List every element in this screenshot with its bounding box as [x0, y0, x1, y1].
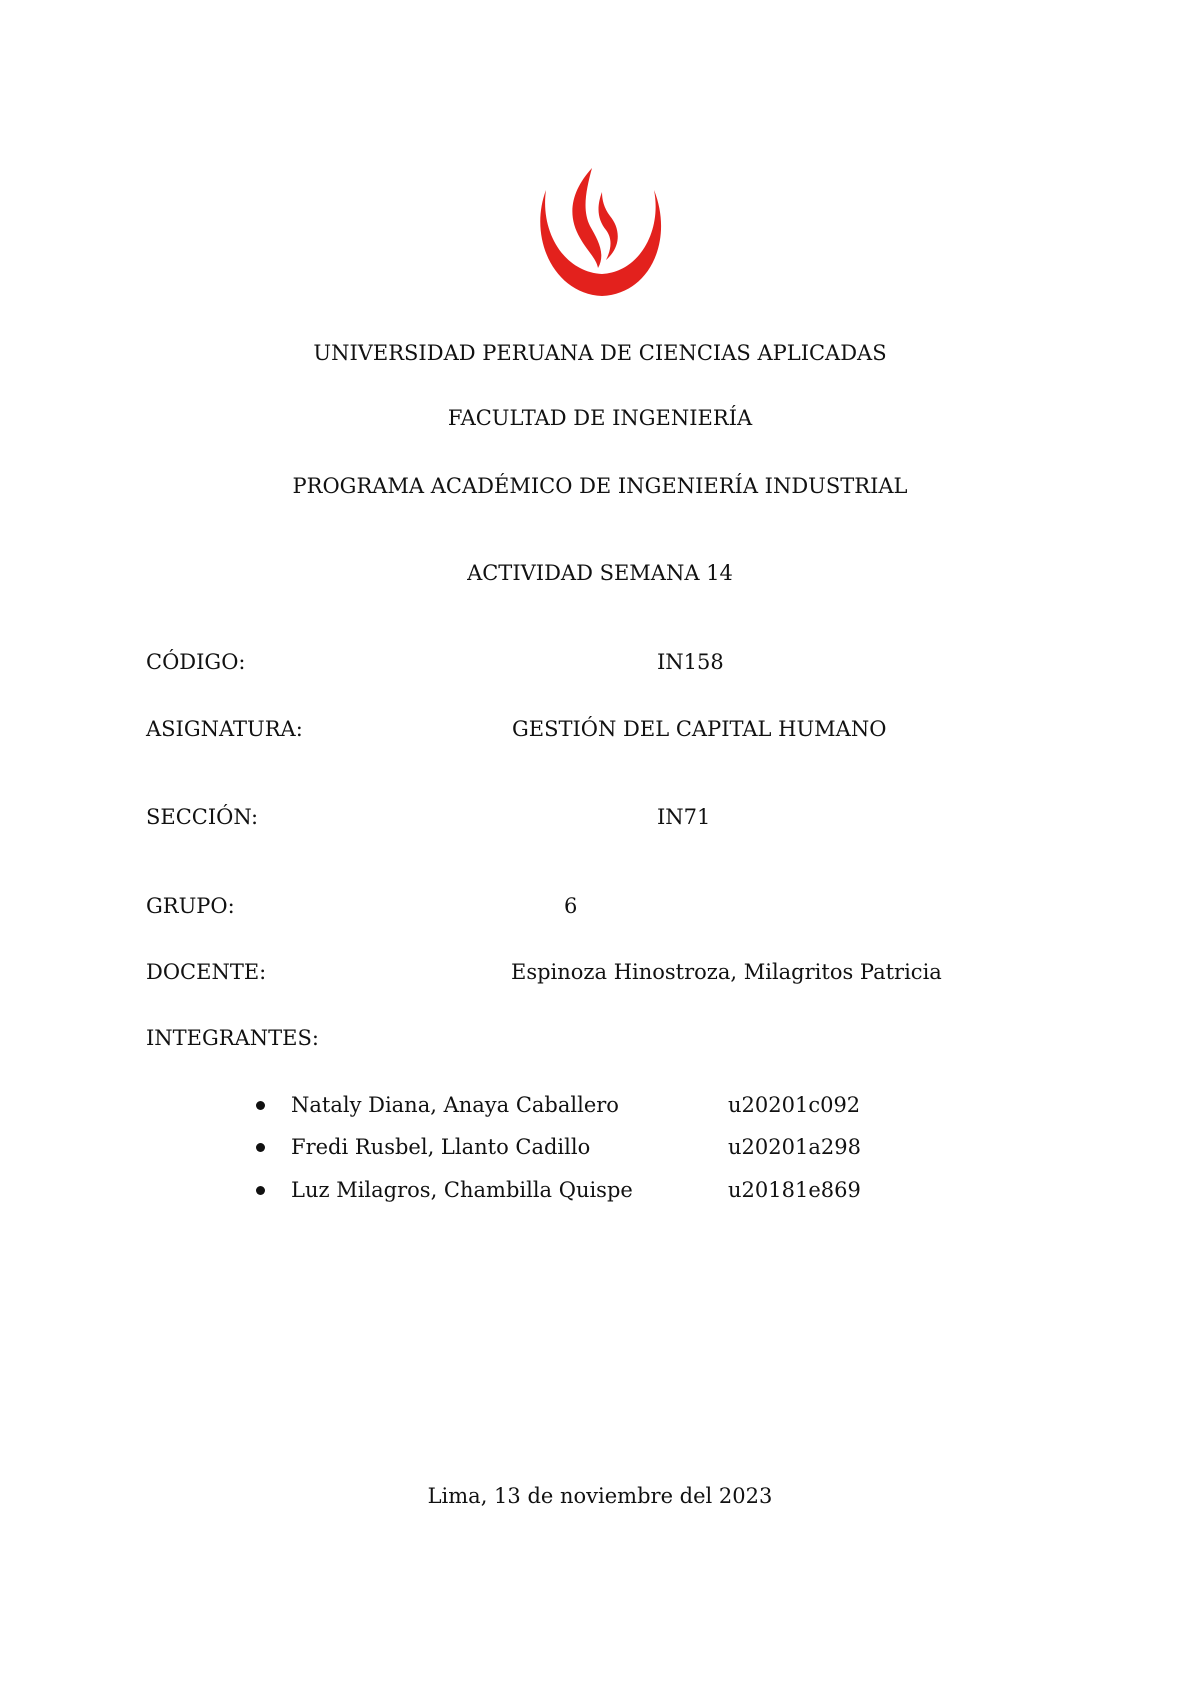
- bullet-icon: [256, 1101, 265, 1110]
- member-code: u20201a298: [728, 1135, 861, 1159]
- seccion-label: SECCIÓN:: [146, 805, 259, 829]
- activity-title: ACTIVIDAD SEMANA 14: [467, 561, 733, 585]
- bullet-icon: [256, 1186, 265, 1195]
- list-item: [256, 1176, 956, 1204]
- member-name: Luz Milagros, Chambilla Quispe: [291, 1178, 633, 1202]
- list-item: [256, 1091, 956, 1119]
- docente-label: DOCENTE:: [146, 960, 267, 984]
- member-name: Nataly Diana, Anaya Caballero: [291, 1093, 619, 1117]
- docente-value: Espinoza Hinostroza, Milagritos Patricia: [511, 960, 942, 984]
- integrantes-label: INTEGRANTES:: [146, 1026, 319, 1050]
- logo-flame-tongue: [599, 192, 618, 260]
- logo-flame: [572, 168, 601, 268]
- member-code: u20201c092: [728, 1093, 861, 1117]
- grupo-value: 6: [564, 894, 578, 918]
- faculty-name: FACULTAD DE INGENIERÍA: [447, 406, 753, 430]
- upc-flame-logo-icon: [536, 168, 666, 300]
- asignatura-value: GESTIÓN DEL CAPITAL HUMANO: [512, 717, 887, 741]
- list-item: [256, 1133, 956, 1161]
- program-name: PROGRAMA ACADÉMICO DE INGENIERÍA INDUSTRIAL: [292, 474, 908, 498]
- seccion-value: IN71: [657, 805, 711, 829]
- asignatura-label: ASIGNATURA:: [146, 717, 303, 741]
- codigo-value: IN158: [657, 650, 724, 674]
- member-name: Fredi Rusbel, Llanto Cadillo: [291, 1135, 591, 1159]
- grupo-label: GRUPO:: [146, 894, 235, 918]
- codigo-label: CÓDIGO:: [146, 650, 246, 674]
- university-name: UNIVERSIDAD PERUANA DE CIENCIAS APLICADAS: [313, 341, 887, 365]
- member-code: u20181e869: [728, 1178, 861, 1202]
- bullet-icon: [256, 1143, 265, 1152]
- place-date: Lima, 13 de noviembre del 2023: [427, 1484, 773, 1508]
